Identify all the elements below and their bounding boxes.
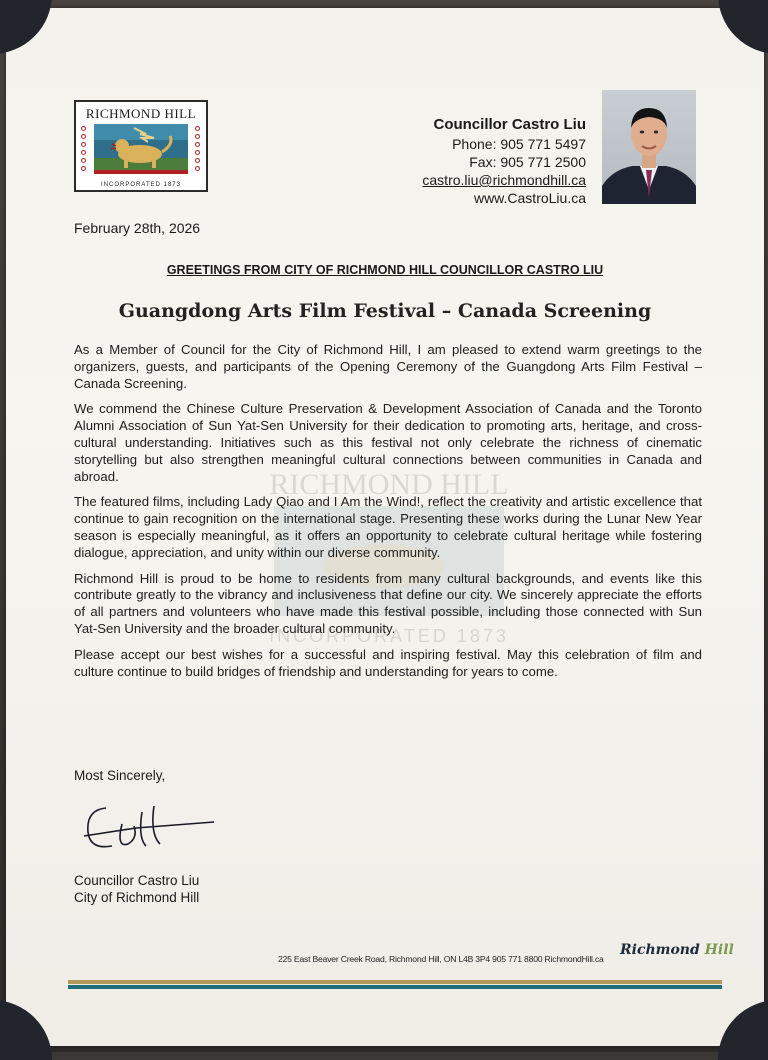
- paragraph-5: Please accept our best wishes for a successful and inspiring festival. May this celebration of film and culture continue to build bridges of friendship and understanding for years to come.: [74, 646, 702, 679]
- councillor-name: Councillor Castro Liu: [433, 116, 586, 133]
- letter-date: February 28th, 2026: [74, 220, 201, 236]
- footer-logo-word-1: Richmond: [620, 942, 700, 958]
- footer-stripe: [68, 980, 722, 994]
- letter-title: Guangdong Arts Film Festival – Canada Screening: [118, 300, 652, 322]
- signatory-org: City of Richmond Hill: [74, 890, 200, 905]
- paragraph-4: Richmond Hill is proud to be home to residents from many cultural backgrounds, and events like this contribute greatly to the vibrancy and inclusiveness that define our city. We sincerely appreciate the efforts of all partners and volunteers who have made this festival possible, including those connected with Sun Yat-Sen University and the broader cultural community.: [74, 570, 702, 636]
- councillor-portrait: [602, 90, 696, 204]
- letter-page: [6, 8, 764, 1046]
- signatory-name: Councillor Castro Liu: [74, 873, 200, 888]
- greeting-heading: GREETINGS FROM CITY OF RICHMOND HILL COUNCILLOR CASTRO LIU: [166, 263, 604, 277]
- paragraph-3: The featured films, including Lady Qiao and I Am the Wind!, reflect the creativity and artistic excellence that continue to gain recognition on the international stage. Presenting these works during the Lunar New Year season is especially meaningful, as it offers an opportunity to celebrate cultural heritage while fostering dialogue, appreciation, and unity within our diverse community.: [74, 494, 702, 560]
- photo-corner-bottom-left: [0, 1000, 52, 1060]
- watermark-top-text: RICHMOND HILL: [269, 468, 509, 501]
- email-link[interactable]: castro.liu@richmondhill.ca: [422, 172, 586, 188]
- website-link[interactable]: www.CastroLiu.ca: [473, 190, 586, 206]
- contact-block: [422, 116, 586, 207]
- letter-body: [74, 342, 702, 689]
- paragraph-2: We commend the Chinese Culture Preservation & Development Association of Canada and the Toronto Alumni Association of Sun Yat-Sen University for their dedication to promoting arts, heritage, and cross-cultural understanding. Initiatives such as this festival not only celebrate the richness of cinematic storytelling but also strengthen meaningful cultural connections between communities in Canada and abroad.: [74, 401, 702, 484]
- footer-logo-word-2: Hill: [704, 942, 734, 958]
- photo-corner-bottom-right: [718, 1000, 768, 1060]
- logo-top-text: RICHMOND HILL: [85, 106, 197, 121]
- lion-crest-icon: [94, 124, 188, 174]
- stripe-teal: [68, 985, 722, 989]
- watermark-bottom-text: INCORPORATED 1873: [269, 626, 509, 646]
- photo-corner-top-left: [0, 0, 52, 54]
- logo-dots-left: [81, 126, 87, 172]
- phone-number: Phone: 905 771 5497: [452, 136, 586, 152]
- handwritten-signature: [76, 798, 216, 868]
- photo-corner-top-right: [718, 0, 768, 54]
- paragraph-1: As a Member of Council for the City of Richmond Hill, I am pleased to extend warm greetings to the organizers, guests, and participants of the Opening Ceremony of the Guangdong Arts Film Festival – Canada Screening.: [74, 342, 702, 391]
- signature-block: [74, 872, 199, 906]
- fax-number: Fax: 905 771 2500: [469, 154, 586, 170]
- footer-richmond-hill-logo: [620, 942, 734, 958]
- closing-line: Most Sincerely,: [74, 768, 166, 783]
- footer-address: 225 East Beaver Creek Road, Richmond Hill, ON L4B 3P4 905 771 8800 RichmondHill.ca: [278, 954, 604, 964]
- richmond-hill-crest-logo: [74, 100, 208, 192]
- logo-bottom-text: INCORPORATED 1873: [101, 182, 181, 188]
- logo-dots-right: [195, 126, 201, 172]
- stripe-gold: [68, 980, 722, 984]
